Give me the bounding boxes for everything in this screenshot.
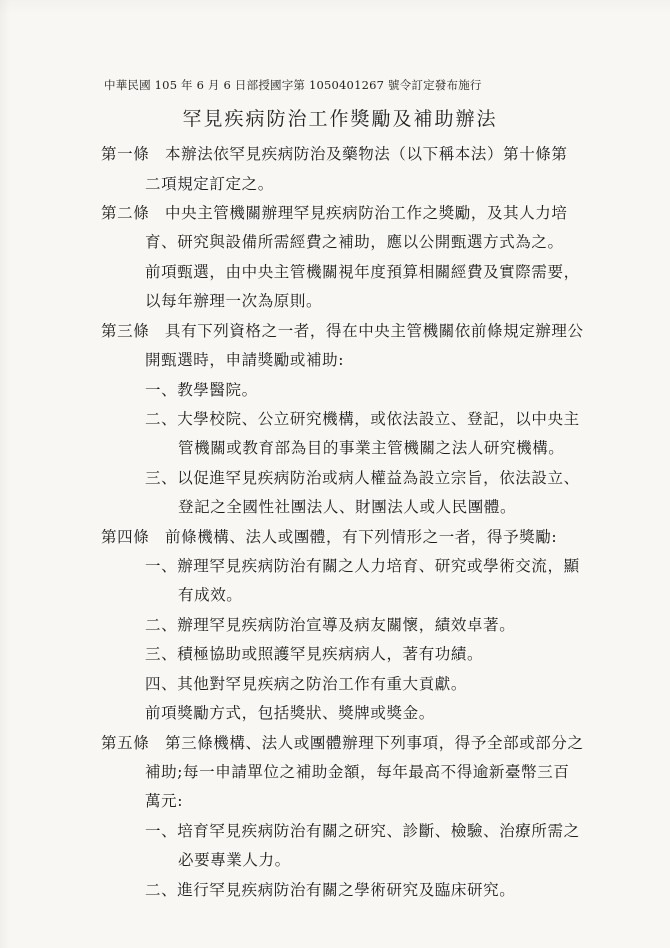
article-2-label: 第二條 — [101, 204, 150, 222]
article-2-line-2: 育、研究與設備所需經費之補助，應以公開甄選方式為之。 — [145, 233, 564, 251]
article-3-item-2-line-2: 管機關或教育部為目的事業主管機關之法人研究機構。 — [178, 439, 565, 457]
article-3-item-1: 一、教學醫院。 — [145, 381, 258, 399]
article-3-item-3-line-2: 登記之全國性社團法人、財團法人或人民團體。 — [178, 498, 517, 516]
article-5-item-2: 二、進行罕見疾病防治有關之學術研究及臨床研究。 — [145, 881, 516, 899]
document-title: 罕見疾病防治工作獎勵及補助辦法 — [182, 108, 498, 130]
article-5-item-1-line-2: 必要專業人力。 — [178, 851, 291, 869]
article-3-line-1: 具有下列資格之一者，得在中央主管機關依前條規定辦理公 — [165, 322, 584, 340]
article-2-para-line-1: 前項甄選，由中央主管機關視年度預算相關經費及實際需要， — [145, 263, 580, 281]
article-1-line-2: 二項規定訂定之。 — [145, 175, 274, 193]
article-4-item-2: 二、辦理罕見疾病防治宣導及病友關懷，績效卓著。 — [145, 616, 516, 634]
article-3-label: 第三條 — [101, 322, 150, 340]
article-4-item-1-line-2: 有成效。 — [178, 586, 243, 604]
article-5-line-3: 萬元: — [145, 792, 184, 810]
article-5-line-1: 第三條機構、法人或團體辦理下列事項，得予全部或部分之 — [165, 734, 584, 752]
article-5-line-2: 補助;每一申請單位之補助金額，每年最高不得逾新臺幣三百 — [145, 763, 570, 781]
article-1-line-1: 本辦法依罕見疾病防治及藥物法（以下稱本法）第十條第 — [165, 145, 568, 163]
article-1-label: 第一條 — [101, 145, 150, 163]
article-4-after-para: 前項獎勵方式，包括獎狀、獎牌或獎金。 — [145, 704, 435, 722]
article-5-item-1-line-1: 一、培育罕見疾病防治有關之研究、診斷、檢驗、治療所需之 — [145, 822, 580, 840]
article-2-para-line-2: 以每年辦理一次為原則。 — [145, 292, 323, 310]
promulgation-note: 中華民國 105 年 6 月 6 日部授國字第 1050401267 號令訂定發布施行 — [104, 78, 482, 92]
article-3-line-2: 開甄選時，申請獎勵或補助: — [145, 351, 345, 369]
article-4-label: 第四條 — [101, 528, 150, 546]
article-4-item-4: 四、其他對罕見疾病之防治工作有重大貢獻。 — [145, 675, 468, 693]
article-4-item-3: 三、積極協助或照護罕見疾病病人，著有功績。 — [145, 645, 484, 663]
article-2-line-1: 中央主管機關辦理罕見疾病防治工作之獎勵，及其人力培 — [165, 204, 568, 222]
article-3-item-3-line-1: 三、以促進罕見疾病防治或病人權益為設立宗旨，依法設立、 — [145, 469, 580, 487]
article-4-line-1: 前條機構、法人或團體，有下列情形之一者，得予獎勵: — [165, 528, 558, 546]
article-4-item-1-line-1: 一、辦理罕見疾病防治有關之人力培育、研究或學術交流，顯 — [145, 557, 580, 575]
article-3-item-2-line-1: 二、大學校院、公立研究機構，或依法設立、登記，以中央主 — [145, 410, 580, 428]
article-5-label: 第五條 — [101, 734, 150, 752]
